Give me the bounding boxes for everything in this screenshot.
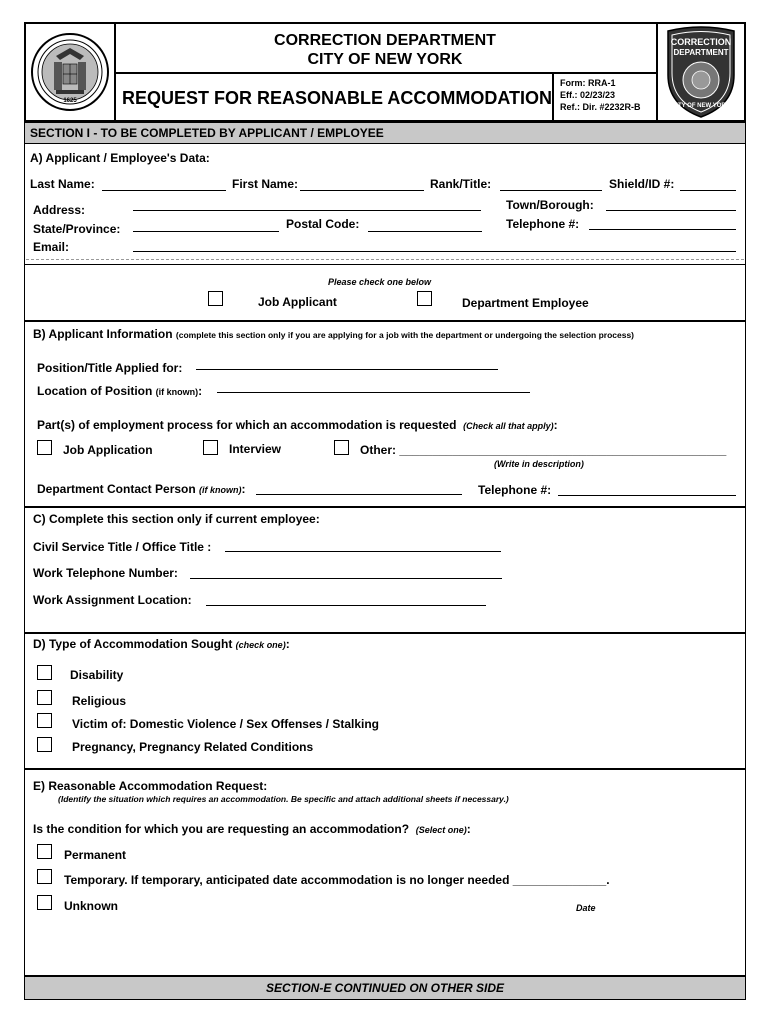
- telephone-field[interactable]: [589, 229, 736, 230]
- interview-label: Interview: [229, 442, 282, 456]
- section-a-divider: [24, 264, 746, 265]
- first-name-label: First Name:: [232, 177, 299, 191]
- contact-label: [37, 482, 246, 496]
- last-name-field[interactable]: [102, 190, 226, 191]
- continued-note: SECTION-E CONTINUED ON OTHER SIDE: [265, 981, 504, 995]
- badge-city-text: CITY OF NEW YORK: [671, 103, 731, 109]
- postal-code-label: Postal Code:: [286, 217, 360, 231]
- address-field[interactable]: [133, 210, 481, 211]
- disability-label: Disability: [70, 668, 124, 682]
- parts-colon: :: [553, 418, 558, 432]
- dept-employee-checkbox[interactable]: [417, 291, 432, 306]
- dept-title-2: CITY OF NEW YORK: [307, 51, 463, 68]
- state-province-field[interactable]: [133, 231, 279, 232]
- seal-year: 1625: [63, 98, 77, 104]
- check-one-note: Please check one below: [328, 277, 432, 287]
- section-e-title: E) Reasonable Accommodation Request:: [33, 779, 268, 793]
- religious-checkbox[interactable]: [37, 690, 52, 705]
- dept-title-1: CORRECTION DEPARTMENT: [274, 32, 496, 49]
- job-applicant-checkbox[interactable]: [208, 291, 223, 306]
- other-label: Other: _________________________________________________: [360, 443, 727, 457]
- section-d-colon: :: [285, 637, 290, 651]
- temporary-checkbox[interactable]: [37, 869, 52, 884]
- section-a-title: A) Applicant / Employee's Data:: [30, 151, 210, 165]
- location-label: [37, 384, 202, 398]
- contact-telephone-label: Telephone #:: [478, 483, 552, 497]
- nyc-seal-icon: [30, 26, 110, 118]
- date-label: Date: [576, 903, 596, 913]
- form-ref: Ref.: Dir. #2232R-B: [560, 102, 641, 112]
- pregnancy-label: Pregnancy, Pregnancy Related Conditions: [72, 740, 314, 754]
- location-label-text: Location of Position: [37, 384, 153, 398]
- first-name-field[interactable]: [300, 190, 424, 191]
- form-title: REQUEST FOR REASONABLE ACCOMMODATION: [122, 88, 552, 108]
- civil-title-field[interactable]: [225, 551, 501, 552]
- victim-label: Victim of: Domestic Violence / Sex Offenses / Stalking: [72, 717, 379, 731]
- section-c-title: C) Complete this section only if current employee:: [33, 512, 320, 526]
- section-d-title-text: D) Type of Accommodation Sought: [33, 637, 233, 651]
- location-field[interactable]: [217, 392, 530, 393]
- religious-label: Religious: [72, 694, 127, 708]
- postal-code-field[interactable]: [368, 231, 482, 232]
- email-field[interactable]: [133, 251, 736, 252]
- address-label: Address:: [33, 203, 86, 217]
- section-b-note: (complete this section only if you are applying for a job with the department or undergoing the selection process): [175, 330, 635, 340]
- contact-note: (if known): [199, 485, 242, 495]
- contact-telephone-field[interactable]: [558, 495, 736, 496]
- correction-badge-icon: [662, 25, 740, 119]
- victim-checkbox[interactable]: [37, 713, 52, 728]
- section1-title: SECTION I - TO BE COMPLETED BY APPLICANT / EMPLOYEE: [30, 126, 384, 140]
- job-applicant-label: Job Applicant: [258, 295, 337, 309]
- last-name-label: Last Name:: [30, 177, 95, 191]
- position-label: Position/Title Applied for:: [37, 361, 183, 375]
- condition-question: [33, 822, 471, 836]
- form-code: Form: RRA-1: [560, 78, 616, 88]
- section-a-frame: [24, 144, 746, 322]
- state-province-label: State/Province:: [33, 222, 121, 236]
- parts-label: [37, 418, 558, 432]
- section-b-title-text: B) Applicant Information: [33, 327, 173, 341]
- shield-id-field[interactable]: [680, 190, 736, 191]
- header-divider-form: [552, 72, 554, 122]
- town-borough-field[interactable]: [606, 210, 736, 211]
- telephone-label: Telephone #:: [506, 217, 580, 231]
- email-label: Email:: [33, 240, 70, 254]
- other-checkbox[interactable]: [334, 440, 349, 455]
- contact-colon: :: [241, 482, 246, 496]
- town-borough-label: Town/Borough:: [506, 198, 594, 212]
- dept-employee-label: Department Employee: [462, 296, 589, 310]
- badge-bottom-text: DEPARTMENT: [673, 48, 729, 57]
- contact-field[interactable]: [256, 494, 462, 495]
- section-d-title: [33, 637, 290, 651]
- civil-title-label: Civil Service Title / Office Title :: [33, 540, 212, 554]
- temporary-label: Temporary. If temporary, anticipated date accommodation is no longer needed ______________.: [64, 873, 610, 887]
- location-colon: :: [198, 384, 203, 398]
- parts-note: (Check all that apply): [463, 421, 554, 431]
- badge-top-text: CORRECTION: [670, 37, 732, 47]
- unknown-label: Unknown: [64, 899, 118, 913]
- condition-question-text: Is the condition for which you are requesting an accommodation?: [33, 822, 410, 836]
- dashed-divider: [26, 259, 744, 260]
- interview-checkbox[interactable]: [203, 440, 218, 455]
- section-d-note: (check one): [235, 640, 286, 650]
- location-note: (if known): [155, 387, 199, 397]
- work-phone-label: Work Telephone Number:: [33, 566, 178, 580]
- parts-label-text: Part(s) of employment process for which an accommodation is requested: [37, 418, 457, 432]
- rank-title-field[interactable]: [500, 190, 602, 191]
- form-eff: Eff.: 02/23/23: [560, 90, 616, 100]
- rank-title-label: Rank/Title:: [430, 177, 492, 191]
- job-application-checkbox[interactable]: [37, 440, 52, 455]
- write-in-note: (Write in description): [494, 459, 584, 469]
- section-b-title: [33, 327, 634, 341]
- header-divider-mid: [114, 72, 656, 74]
- condition-note: (Select one): [415, 825, 467, 835]
- contact-label-text: Department Contact Person: [37, 482, 196, 496]
- condition-colon: :: [466, 822, 471, 836]
- section-e-subtitle: (Identify the situation which requires an accommodation. Be specific and attach additional sheets if necessary.): [58, 794, 509, 804]
- work-location-label: Work Assignment Location:: [33, 593, 192, 607]
- work-location-field[interactable]: [206, 605, 486, 606]
- work-phone-field[interactable]: [190, 578, 502, 579]
- shield-id-label: Shield/ID #:: [609, 177, 675, 191]
- disability-checkbox[interactable]: [37, 665, 52, 680]
- permanent-checkbox[interactable]: [37, 844, 52, 859]
- pregnancy-checkbox[interactable]: [37, 737, 52, 752]
- job-application-label: Job Application: [63, 443, 153, 457]
- position-field[interactable]: [196, 369, 498, 370]
- section-b-frame: [24, 320, 746, 508]
- permanent-label: Permanent: [64, 848, 127, 862]
- header-divider-right: [656, 22, 658, 122]
- unknown-checkbox[interactable]: [37, 895, 52, 910]
